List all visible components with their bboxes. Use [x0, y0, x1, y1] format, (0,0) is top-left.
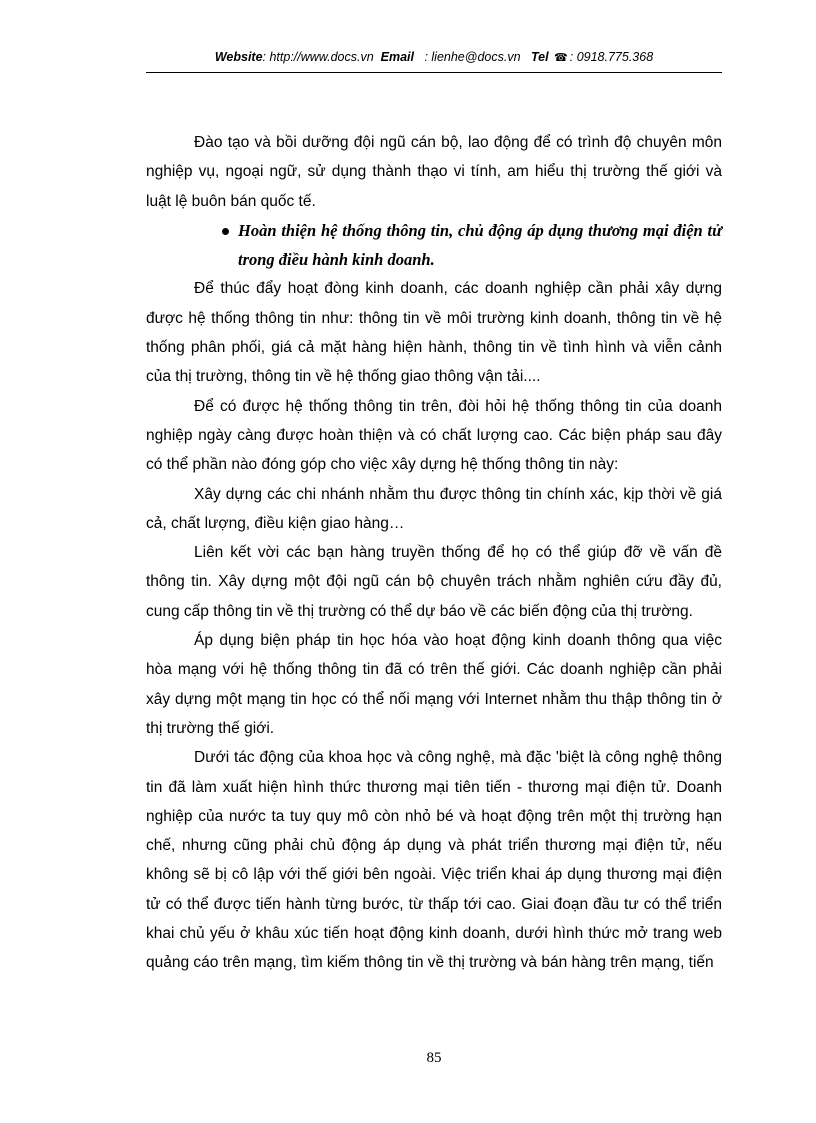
paragraph: Để thúc đẩy hoạt đòng kinh doanh, các doanh nghiệp cần phải xây dựng được hệ thống thông tin như: thông tin về môi trường kinh doanh, thông tin về hệ thống phân phối, giá cả mặt hàng hiện hành, thông tin về tình hình và viễn cảnh của thị trường, thông tin về hệ thống giao thông vận tải.... [146, 280, 722, 386]
website-link[interactable]: : http://www.docs.vn [262, 50, 374, 64]
email-label: Email [380, 50, 415, 64]
paragraph: Xây dựng các chi nhánh nhằm thu được thông tin chính xác, kịp thời về giá cả, chất lượng, điều kiện giao hàng… [146, 485, 722, 532]
page-number: 85 [426, 1050, 442, 1066]
page-header [146, 48, 722, 67]
tel-label: Tel [530, 50, 549, 64]
header-divider [146, 72, 722, 73]
bullet-heading [146, 216, 722, 275]
phone-icon: ☎ [554, 52, 568, 64]
paragraph: Áp dụng biện pháp tin học hóa vào hoạt động kinh doanh thông qua việc hòa mạng với hệ thống thông tin đã có trên thế giới. Các doanh nghiệp cần phải xây dựng một mạng tin học có thể nối mạng với Internet nhằm thu thập thông tin ở thị trường thế giới. [146, 632, 722, 737]
document-body [146, 128, 722, 978]
paragraph: Đào tạo và bồi dưỡng đội ngũ cán bộ, lao động để có trình độ chuyên môn nghiệp vụ, ngoại ngữ, sử dụng thành thạo vi tính, am hiểu thị trường thế giới và luật lệ buôn bán quốc tế. [146, 134, 722, 210]
paragraph: Dưới tác động của khoa học và công nghệ, mà đặc 'biệt là công nghệ thông tin đã làm xuất hiện hình thức thương mại tiên tiến - thương mại điện tử. Doanh nghiệp của nước ta tuy quy mô còn nhỏ bé và hoạt động trên một thị trường hạn chế, nhưng cũng phải chủ động áp dụng và phát triển thương mại điện tử, nếu không sẽ bị cô lập với thế giới bên ngoài. Việc triển khai áp dụng thương mại điện tử có thể được tiến hành từng bước, từ thấp tới cao. Giai đoạn đầu tư có thể triển khai chủ yếu ở khâu xúc tiến hoạt động kinh doanh, dưới hình thức mở trang web quảng cáo trên mạng, tìm kiếm thông tin về thị trường và bán hàng trên mạng, tiến [146, 749, 722, 972]
bullet-heading-text: Hoàn thiện hệ thống thông tin, chủ động áp dụng thương mại điện tử trong điều hành kinh doanh. [238, 220, 722, 270]
paragraph: Để có được hệ thống thông tin trên, đòi hỏi hệ thống thông tin của doanh nghiệp ngày càng được hoàn thiện và có chất lượng cao. Các biện pháp sau đây có thể phần nào đóng góp cho việc xây dựng hệ thống thông tin này: [146, 397, 722, 474]
website-label: Website [214, 50, 263, 64]
email-link[interactable]: : lienhe@docs.vn [420, 50, 521, 64]
paragraph: Liên kết vời các bạn hàng truyền thống để họ có thể giúp đỡ về vấn đề thông tin. Xây dựng một đội ngũ cán bộ chuyên trách nhằm nghiên cứu đầy đủ, cung cấp thông tin về thị trường có thể dự báo về các biến động của thị trường. [146, 544, 722, 620]
bullet-dot-icon [222, 228, 229, 235]
tel-value: : 0918.775.368 [569, 50, 654, 64]
